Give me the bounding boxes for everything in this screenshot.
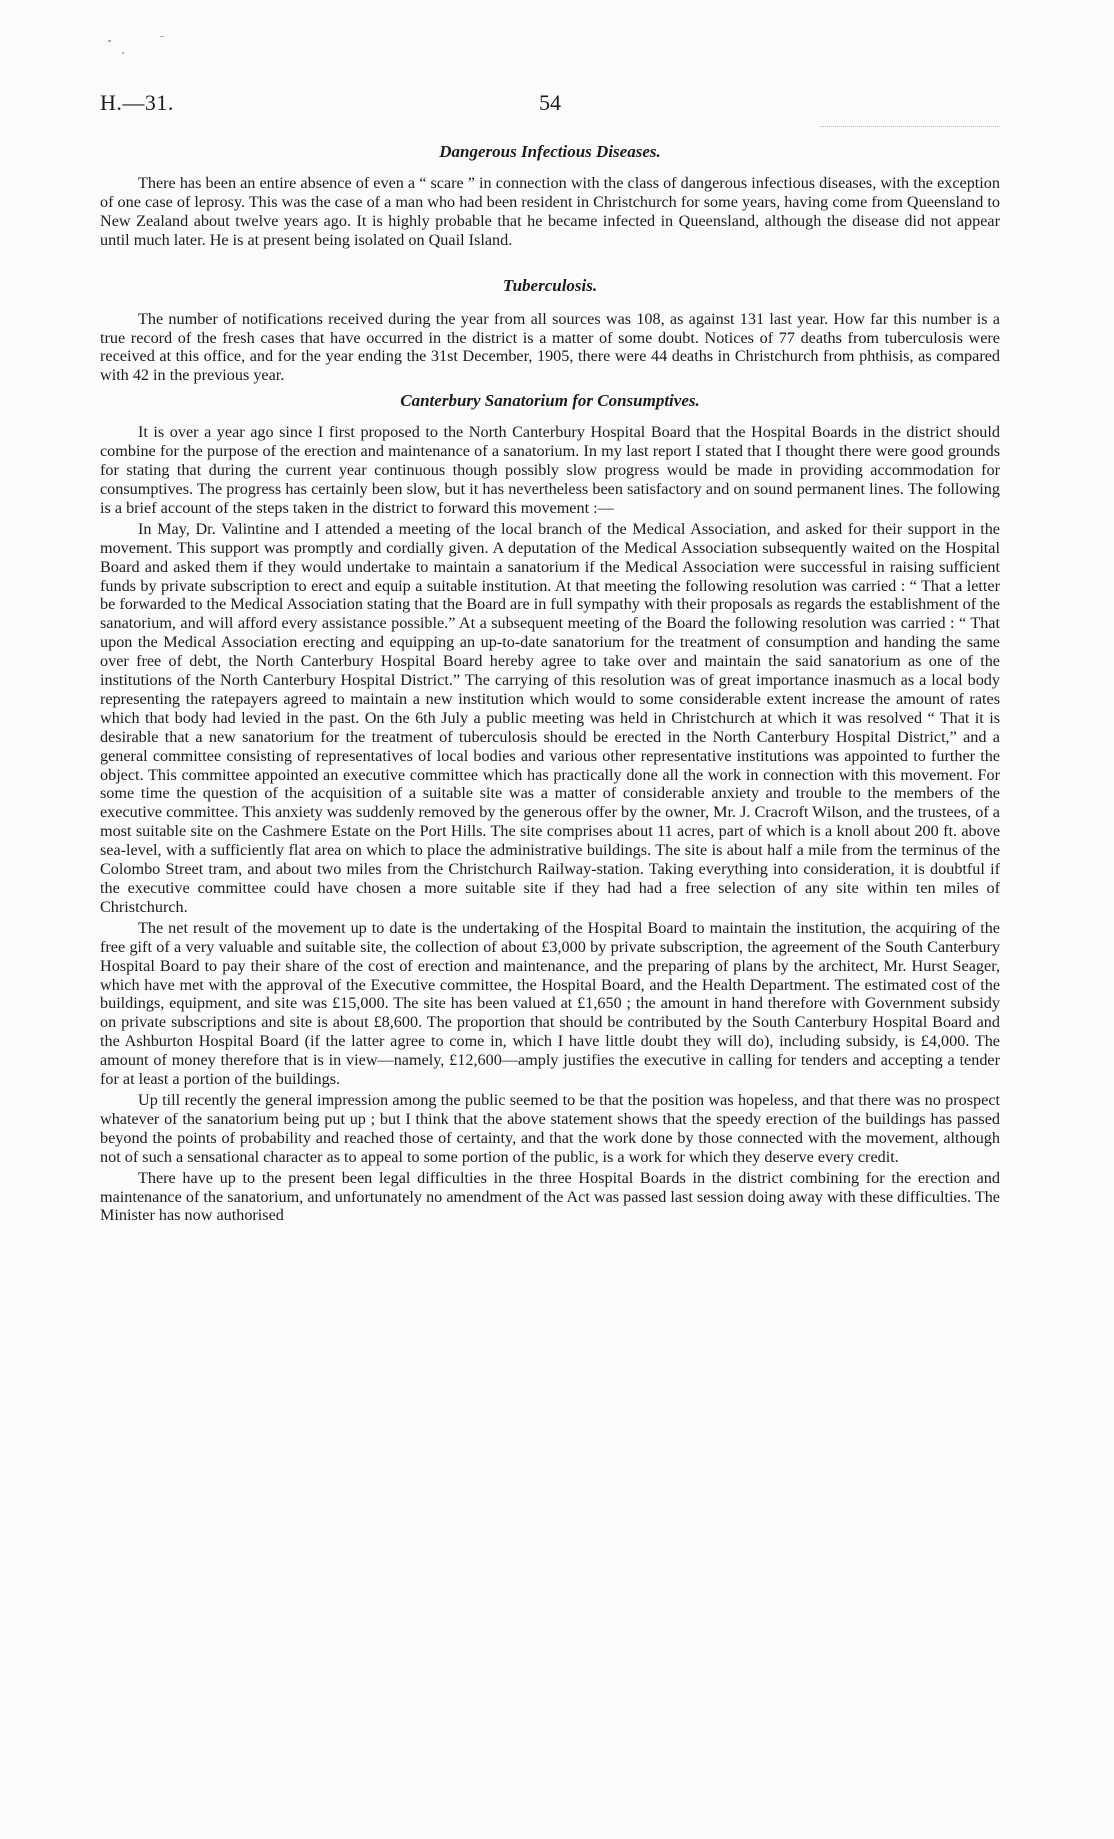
paragraph: The net result of the movement up to date is the undertaking of the Hospital Board to maintain the institution, the acquiring of the free gift of a very valuable and suitable site, the collection of about £3,000 by private subscription, the agreement of the South Canterbury Hospital Board to pay their share of the cost of erection and maintenance, and the preparing of plans by the architect, Mr. Hurst Seager, which have met with the approval of the Executive committee, the Hospital Board, and the Health Department. The estimated cost of the buildings, equipment, and site was £15,000. The site has been valued at £1,650 ; the amount in hand therefore with Government subsidy on private subscriptions and site is about £8,600. The proportion that should be contributed by the South Canterbury Hospital Board and the Ashburton Hospital Board (if the latter agree to come in, which I have little doubt they will do), including subsidy, is £4,000. The amount of money therefore that is in view—namely, £12,600—amply justifies the executive in calling for tenders and accepting a tender for at least a portion of the buildings. bbox=[100, 918, 1000, 1089]
paragraph: It is over a year ago since I first proposed to the North Canterbury Hospital Board that the Hospital Boards in the district should combine for the purpose of the erection and maintenance of a sanatorium. In my last report I stated that I thought there were good grounds for stating that during the current year continuous though possibly slow progress would be made in providing accommodation for consumptives. The progress has certainly been slow, but it has nevertheless been satisfactory and on sound permanent lines. The following is a brief account of the steps taken in the district to forward this movement :— bbox=[100, 423, 1000, 517]
paragraph: There has been an entire absence of even a “ scare ” in connection with the class of dangerous infectious diseases, with the exception of one case of leprosy. This was the case of a man who had been resident in Christchurch for some years, having come from Queensland to New Zealand about twelve years ago. It is highly probable that he became infected in Queensland, although the disease did not appear until much later. He is at present being isolated on Quail Island. bbox=[100, 174, 1000, 249]
section-tuberculosis bbox=[100, 276, 1000, 386]
scan-mark bbox=[820, 126, 1000, 129]
paragraph: Up till recently the general impression among the public seemed to be that the position was hopeless, and that there was no prospect whatever of the sanatorium being put up ; but I think that the above statement shows that the speedy erection of the buildings has passed beyond the points of probability and reached those of certainty, and that the work done by those connected with the movement, although not of such a sensational character as to appeal to some portion of the public, is a work for which they deserve every credit. bbox=[100, 1090, 1000, 1166]
page-header bbox=[100, 90, 1000, 120]
paragraph: There have up to the present been legal difficulties in the three Hospital Boards in the district combining for the erection and maintenance of the sanatorium, and unfortunately no amendment of the Act was passed last session doing away with these difficulties. The Minister has now authorised bbox=[100, 1168, 1000, 1225]
scan-speck bbox=[108, 40, 111, 42]
section-heading: Canterbury Sanatorium for Consumptives. bbox=[400, 391, 700, 411]
scan-speck bbox=[122, 52, 124, 54]
page-number: 54 bbox=[539, 90, 561, 115]
section-heading: Dangerous Infectious Diseases. bbox=[439, 142, 661, 161]
section-sanatorium bbox=[100, 391, 1000, 1225]
paragraph: In May, Dr. Valintine and I attended a meeting of the local branch of the Medical Association, and asked for their support in the movement. This support was promptly and cordially given. A deputation of the Medical Association subsequently waited on the Hospital Board and asked them if they would undertake to maintain a sanatorium if the Medical Association were successful in raising sufficient funds by private subscription to erect and equip a suitable institution. At that meeting the following resolution was carried : “ That a letter be forwarded to the Medical Association stating that the Board are in full sympathy with their proposals as regards the establishment of the sanatorium, and will afford every assistance possible.” At a subsequent meeting of the Board the following resolution was carried : “ That upon the Medical Association erecting and equipping an up-to-date sanatorium for the treatment of consumption and handing the same over free of debt, the North Canterbury Hospital Board hereby agree to take over and maintain the said sanatorium as one of the institutions of the North Canterbury Hospital District.” The carrying of this resolution was of great importance inasmuch as a local body representing the ratepayers agreed to maintain a new institution which would to some considerable extent increase the amount of rates which that body had levied in the past. On the 6th July a public meeting was held in Christchurch at which it was resolved “ That it is desirable that a new sanatorium for the treatment of tuberculosis should be erected in the North Canterbury Hospital District,” and a general committee consisting of representatives of local bodies and various other representative institutions was appointed to further the object. This committee appointed an executive committee which has practically done all the work in connection with this movement. For some time the question of the acquisition of a suitable site was a matter of considerable anxiety and trouble to the members of the executive committee. This anxiety was suddenly removed by the generous offer by the owner, Mr. J. Cracroft Wilson, and the trustees, of a most suitable site on the Cashmere Estate on the Port Hills. The site comprises about 11 acres, part of which is a knoll about 200 ft. above sea-level, with a sufficiently flat area on which to place the administrative buildings. The site is about half a mile from the terminus of the Colombo Street tram, and about two miles from the Christchurch Railway-station. Taking everything into consideration, it is doubtful if the executive committee could have chosen a more suitable site if they had had a free selection of any site within ten miles of Christchurch. bbox=[100, 519, 1000, 916]
paragraph: The number of notifications received during the year from all sources was 108, as against 131 last year. How far this number is a true record of the fresh cases that have occurred in the district is a matter of some doubt. Notices of 77 deaths from tuberculosis were received at this office, and for the year ending the 31st December, 1905, there were 44 deaths in Christchurch from phthisis, as compared with 42 in the previous year. bbox=[100, 309, 1000, 385]
document-id: H.—31. bbox=[100, 90, 174, 115]
section-heading: Tuberculosis. bbox=[502, 275, 598, 295]
scan-speck bbox=[160, 36, 164, 37]
section-dangerous-diseases bbox=[100, 142, 1000, 250]
page-content bbox=[100, 142, 1000, 1225]
